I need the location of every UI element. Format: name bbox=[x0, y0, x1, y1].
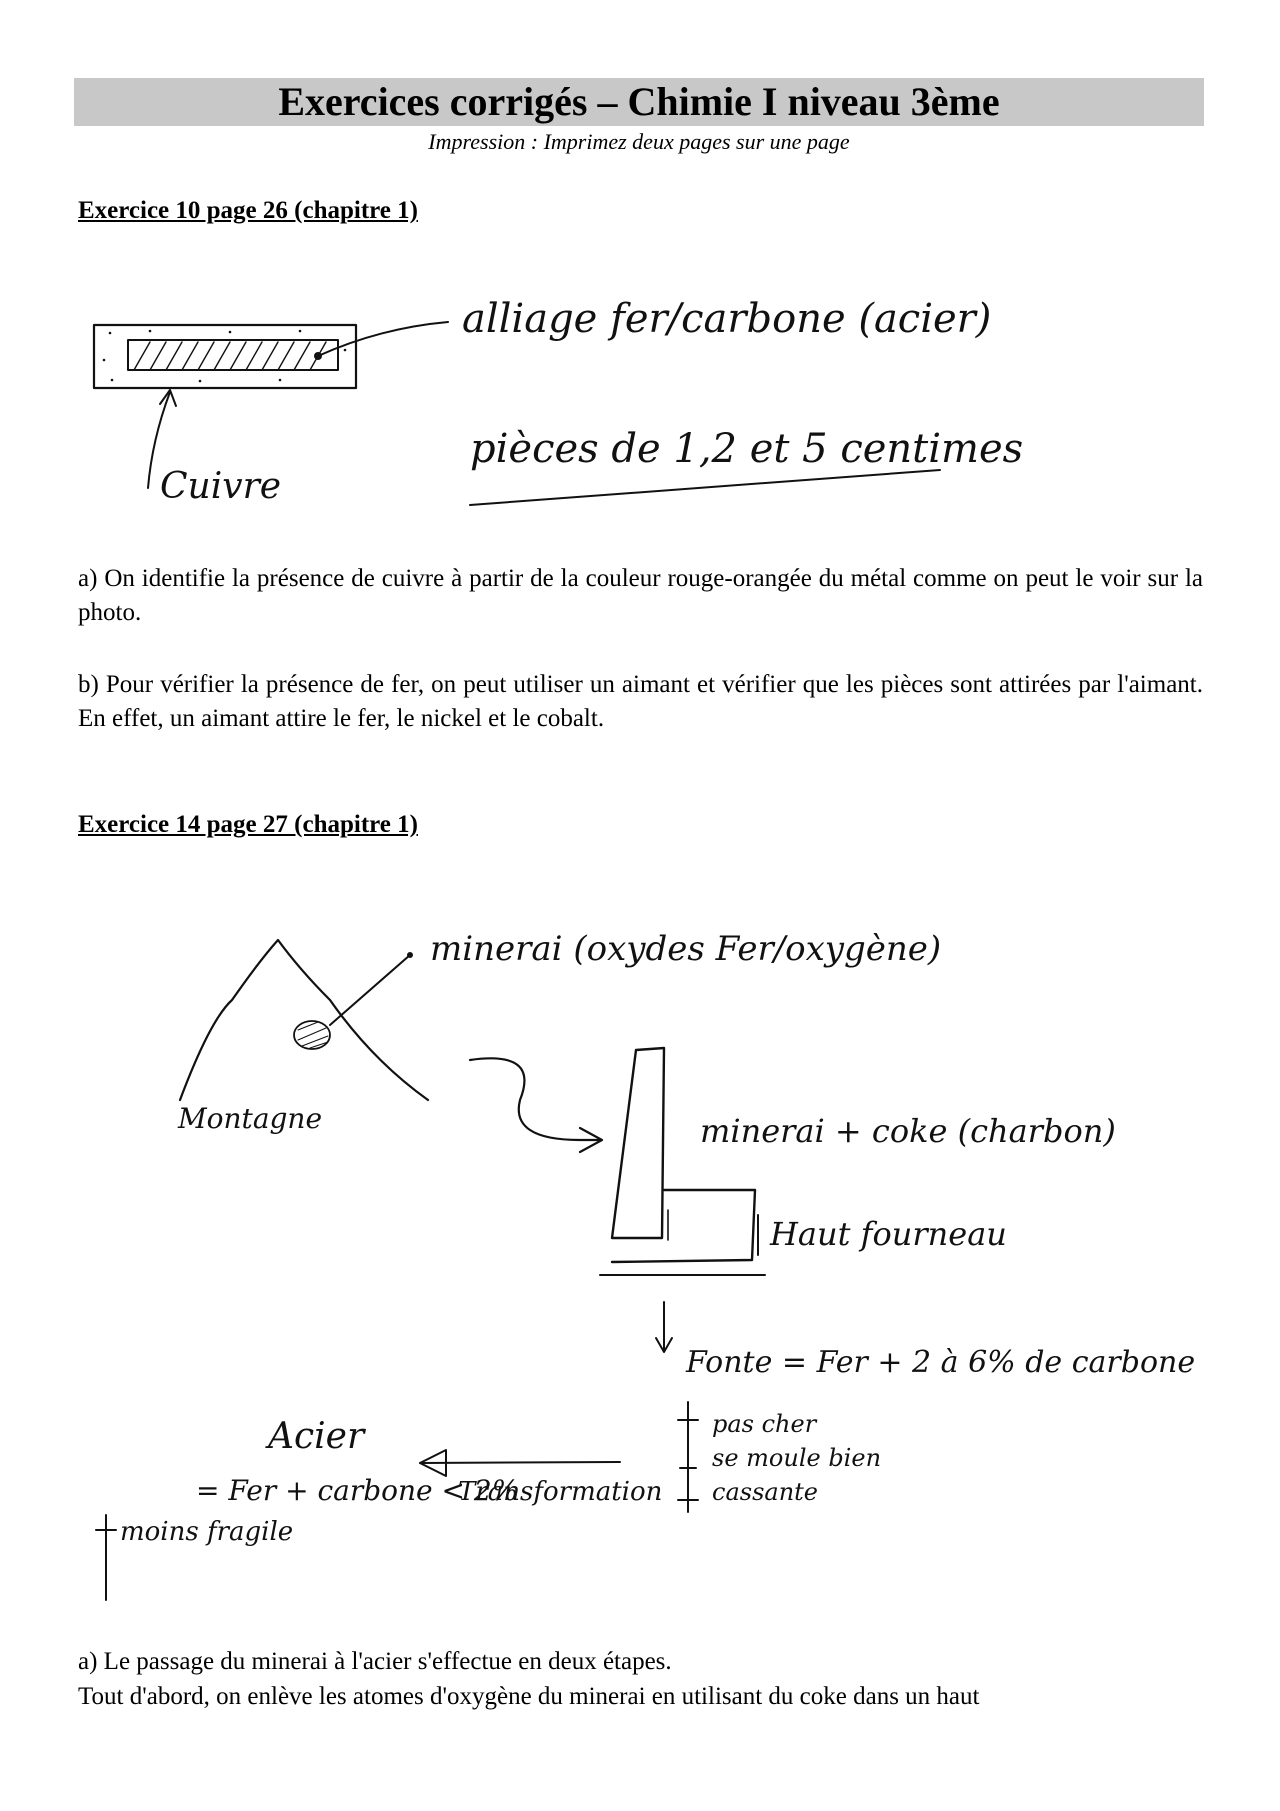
label-alloy: alliage fer/carbone (acier) bbox=[462, 296, 992, 342]
page-subtitle: Impression : Imprimez deux pages sur une page bbox=[428, 129, 850, 154]
label-cast-iron: Fonte = Fer + 2 à 6% de carbone bbox=[686, 1345, 1196, 1380]
furnace-stack bbox=[612, 1048, 664, 1238]
label-ore: minerai (oxydes Fer/oxygène) bbox=[430, 929, 942, 969]
label-steel-formula: = Fer + carbone < 2% bbox=[196, 1474, 519, 1507]
label-mountain: Montagne bbox=[178, 1102, 323, 1135]
ore-pointer-dot bbox=[407, 952, 413, 958]
label-copper: Cuivre bbox=[160, 466, 282, 507]
mountain-outline bbox=[180, 940, 428, 1100]
exercise-14-heading: Exercice 14 page 27 (chapitre 1) bbox=[78, 811, 418, 838]
cast-iron-prop-2: se moule bien bbox=[712, 1444, 882, 1472]
exercise-14-answer-a-line-2: Tout d'abord, on enlève les atomes d'oxygène du minerai en utilisant du coke dans un haut bbox=[78, 1683, 980, 1710]
label-furnace: Haut fourneau bbox=[770, 1215, 1007, 1253]
label-furnace-input: minerai + coke (charbon) bbox=[700, 1112, 1116, 1150]
cast-iron-prop-1: pas cher bbox=[712, 1410, 817, 1438]
ore-pointer-line bbox=[330, 955, 410, 1025]
label-coins: pièces de 1,2 et 5 centimes bbox=[470, 426, 1024, 472]
exercise-10-heading: Exercice 10 page 26 (chapitre 1) bbox=[78, 197, 418, 224]
label-steel: Acier bbox=[268, 1416, 365, 1457]
furnace-base bbox=[612, 1190, 755, 1262]
label-steel-prop: moins fragile bbox=[120, 1517, 294, 1547]
page-title: Exercices corrigés – Chimie I niveau 3ème bbox=[278, 79, 1000, 124]
exercise-10-answer-b: b) Pour vérifier la présence de fer, on peut utiliser un aimant et vérifier que les pièces sont attirées par l'aimant. En effet, un aimant attire le fer, le nickel et le cobalt. bbox=[78, 671, 1203, 732]
label-transformation: Transformation bbox=[458, 1477, 663, 1507]
ore-deposit bbox=[294, 1021, 330, 1049]
transformation-arrow-line bbox=[420, 1462, 620, 1463]
exercise-10-answer-a: a) On identifie la présence de cuivre à partir de la couleur rouge-orangée du métal comme on peut le voir sur la photo. bbox=[78, 565, 1203, 626]
exercise-14-answer-a-line-1: a) Le passage du minerai à l'acier s'effectue en deux étapes. bbox=[78, 1648, 672, 1675]
ore-hatching bbox=[298, 1022, 328, 1048]
cast-iron-prop-3: cassante bbox=[712, 1478, 818, 1506]
cast-iron-props-marks bbox=[678, 1402, 698, 1512]
steel-prop-mark bbox=[96, 1515, 116, 1600]
